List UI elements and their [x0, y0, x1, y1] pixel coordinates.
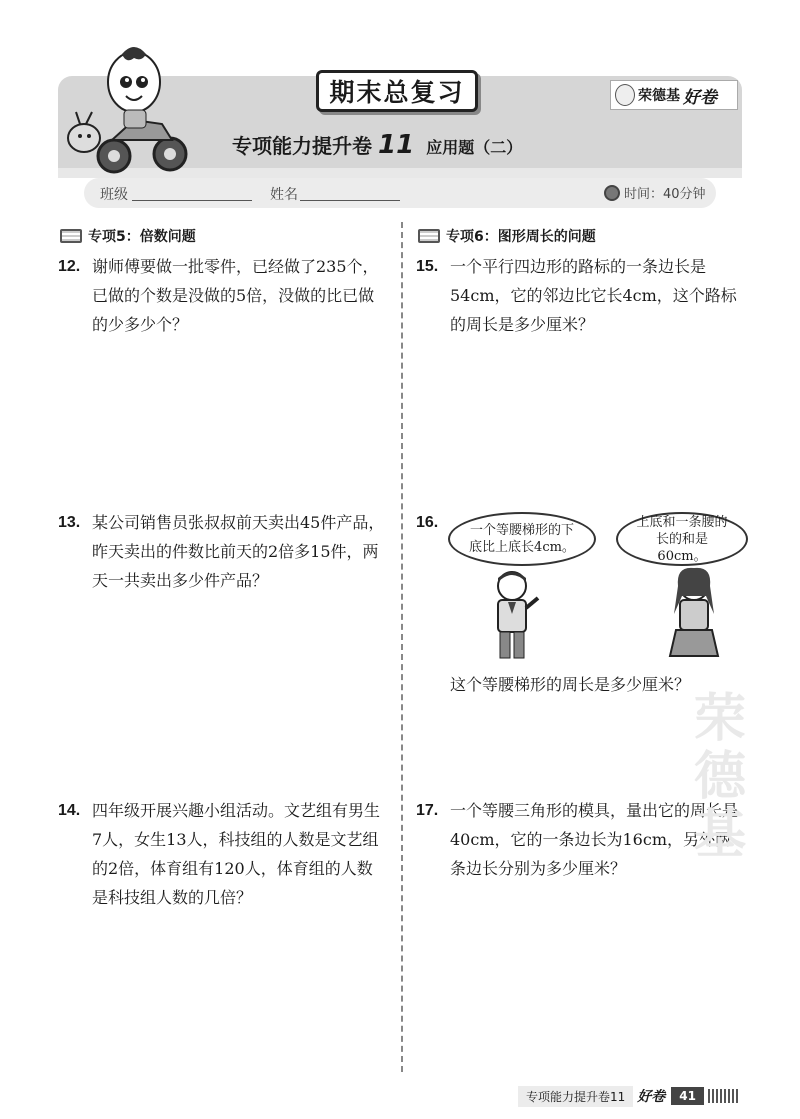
watermark: 荣 德 基	[693, 689, 746, 865]
brand-face-icon	[615, 84, 635, 106]
question-text: 四年级开展兴趣小组活动。文艺组有男生7人，女生13人，科技组的人数是文艺组的2倍，体育组有120人，体育组的人数是科技组人数的几倍？	[92, 801, 381, 907]
subtitle-main: 专项能力提升卷	[232, 134, 372, 158]
footer	[518, 1085, 738, 1107]
brand-tag: 好卷	[683, 87, 717, 108]
question-number: 13.	[58, 514, 81, 531]
book-icon	[60, 229, 82, 243]
question-text: 一个平行四边形的路标的一条边长是54cm，它的邻边比它长4cm，这个路标的周长是多少厘米？	[450, 257, 737, 334]
book-icon	[418, 229, 440, 243]
paper-subtitle	[232, 130, 522, 160]
question-text: 谢师傅要做一批零件，已经做了235个，已做的个数是没做的5倍，没做的比已做的少多少个？	[92, 257, 379, 334]
question-14	[58, 796, 388, 912]
question-text: 某公司销售员张叔叔前天卖出45件产品，昨天卖出的件数比前天的2倍多15件，两天一共卖出多少件产品？	[92, 513, 385, 590]
info-bar	[84, 178, 716, 208]
paper-kind: 应用题（二）	[426, 138, 523, 157]
class-label: 班级	[100, 187, 128, 203]
barcode-icon	[708, 1089, 738, 1103]
section-right-heading	[418, 226, 596, 246]
paper-number: 11	[378, 130, 415, 160]
mascot-illustration	[62, 40, 192, 176]
time-text: 时间：40分钟	[624, 187, 706, 202]
footer-label: 专项能力提升卷11	[518, 1086, 633, 1107]
speech-bubble-left: 一个等腰梯形的下底比上底长4cm。	[448, 512, 596, 566]
question-number: 16.	[416, 514, 439, 531]
question-12	[58, 252, 388, 339]
question-number: 14.	[58, 802, 81, 819]
name-field[interactable]	[300, 200, 400, 201]
boy-illustration	[480, 568, 550, 660]
question-13	[58, 508, 388, 595]
name-label: 姓名	[270, 187, 298, 203]
page-number: 41	[671, 1087, 704, 1105]
time-limit	[604, 183, 706, 202]
section-left-title: 专项5：倍数问题	[88, 229, 196, 245]
question-number: 17.	[416, 802, 439, 819]
column-divider	[401, 222, 403, 1072]
speech-bubble-right: 上底和一条腰的长的和是60cm。	[616, 512, 748, 566]
clock-icon	[604, 185, 620, 201]
class-field[interactable]	[132, 200, 252, 201]
page-title: 期末总复习	[316, 70, 478, 112]
question-text: 一个等腰三角形的模具，量出它的周长是40cm，它的一条边长为16cm，另外两条边长分别为多少厘米？	[450, 801, 739, 878]
brand-logo	[610, 80, 738, 110]
question-number: 12.	[58, 258, 81, 275]
section-right-title: 专项6：图形周长的问题	[446, 229, 596, 245]
question-15	[416, 252, 746, 339]
brand-name: 荣德基	[638, 88, 680, 104]
question-number: 15.	[416, 258, 439, 275]
question-text: 这个等腰梯形的周长是多少厘米？	[450, 675, 691, 694]
footer-brand-tag: 好卷	[637, 1089, 666, 1105]
section-left-heading	[60, 226, 196, 246]
girl-illustration	[660, 566, 730, 660]
